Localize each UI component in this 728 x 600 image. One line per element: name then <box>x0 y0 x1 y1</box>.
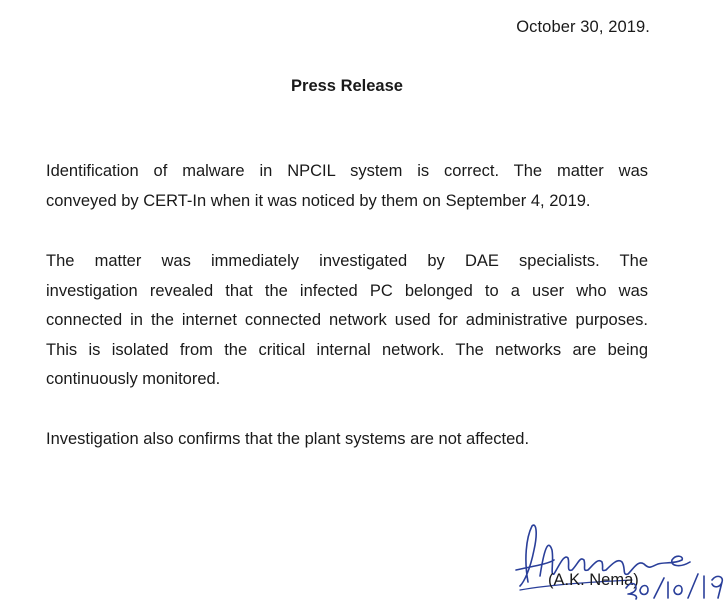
paragraph-line: Identification of malware in NPCIL system is correct. The matter was <box>46 162 648 180</box>
paragraph-conclusion <box>46 425 648 455</box>
page-title: Press Release <box>291 77 403 95</box>
paragraph-line: investigation revealed that the infected PC belonged to a user who was <box>46 281 648 300</box>
paragraph-malware-identification <box>46 157 648 216</box>
release-date: October 30, 2019. <box>516 18 650 36</box>
paragraph-line: The matter was immediately investigated by DAE specialists. The <box>46 252 648 270</box>
paragraph-investigation <box>46 247 648 395</box>
paragraph-line: Investigation also confirms that the plant systems are not affected. <box>46 430 530 448</box>
paragraph-line: conveyed by CERT-In when it was noticed by them on September 4, 2019. <box>46 191 591 210</box>
paragraph-line: continuously monitored. <box>46 370 221 388</box>
signatory-name: (A.K. Nema) <box>548 571 639 589</box>
handwritten-signature-date <box>624 568 728 600</box>
paragraph-line: This is isolated from the critical internal network. The networks are being <box>46 340 648 359</box>
paragraph-line: connected in the internet connected network used for administrative purposes. <box>46 311 648 329</box>
